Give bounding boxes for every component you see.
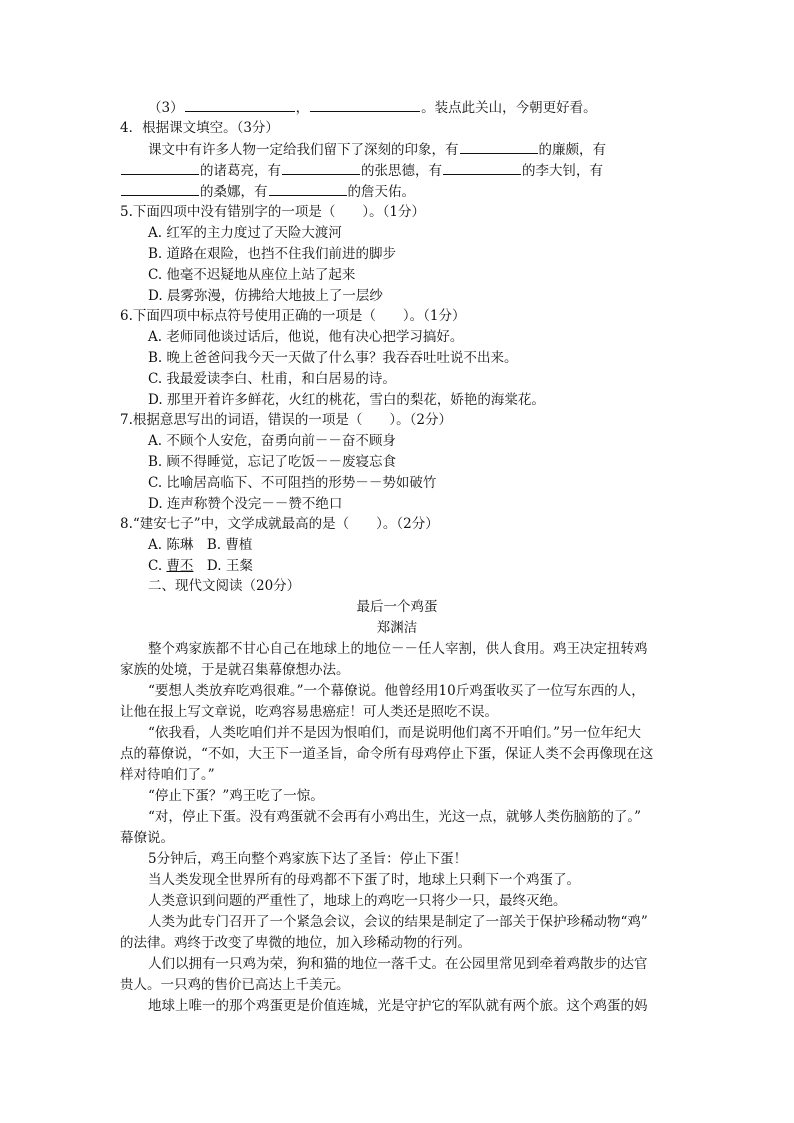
question-5-title: 5.下面四项中没有错别字的一项是（ ）。（1分） xyxy=(120,204,425,220)
question-8-title: 8.“建安七子”中，文学成就最高的是（ ）。（2分） xyxy=(120,516,439,532)
section-heading: 二、现代文阅读（20分） xyxy=(148,578,301,594)
question-8-options-cd[interactable] xyxy=(148,556,253,577)
article-line: 点的幕僚说，“不如，大王下一道圣旨，命令所有母鸡停止下蛋，保证人类不会再像现在这 xyxy=(120,746,654,762)
article-line: 人类为此专门召开了一个紧急会议，会议的结果是制定了一部关于保护珍稀动物“鸡” xyxy=(148,914,648,930)
article-line: 家族的处境，于是就召集幕僚想办法。 xyxy=(120,662,350,678)
article-line: 5分钟后，鸡王向整个鸡家族下达了圣旨：停止下蛋！ xyxy=(148,851,468,867)
question-6-option-b[interactable]: B. 晚上爸爸问我今天一天做了什么事？我吞吞吐吐说不出来。 xyxy=(148,350,518,366)
answer-blank[interactable] xyxy=(185,97,295,112)
question-5-option-a[interactable]: A. 红军的主力度过了天险大渡河 xyxy=(148,225,342,241)
question-7-option-a[interactable]: A. 不顾个人安危，奋勇向前－－奋不顾身 xyxy=(148,433,396,449)
question-7-title: 7.根据意思写出的词语，错误的一项是（ ）。（2分） xyxy=(120,412,452,428)
answer-blank[interactable] xyxy=(310,97,420,112)
question-5-option-c[interactable]: C. 他毫不迟疑地从座位上站了起来 xyxy=(148,267,356,283)
question-6-option-d[interactable]: D. 那里开着许多鲜花，火红的桃花，雪白的梨花，娇艳的海棠花。 xyxy=(148,392,545,408)
article-line: 当人类发现全世界所有的母鸡都不下蛋了时，地球上只剩下一个鸡蛋了。 xyxy=(148,872,580,888)
article-line: 整个鸡家族都不甘心自己在地球上的地位－－任人宰割，供人食用。鸡王决定扭转鸡 xyxy=(148,641,648,657)
separator: ， xyxy=(295,100,310,116)
option-letter: C. xyxy=(148,558,167,574)
article-line: “要想人类放弃吃鸡很难。”一个幕僚说。他曾经用10斤鸡蛋收买了一位写东西的人， xyxy=(148,683,645,699)
text: 的廉颇，有 xyxy=(538,142,606,158)
option-text: D. 王粲 xyxy=(193,558,253,574)
question-4-title: 4．根据课文填空。（3分） xyxy=(120,120,279,136)
question-6-title: 6.下面四项中标点符号使用正确的一项是（ ）。（1分） xyxy=(120,308,466,324)
text: 的詹天佑。 xyxy=(347,184,415,200)
article-line: 让他在报上写文章说，吃鸡容易患癌症！可人类还是照吃不误。 xyxy=(120,704,498,720)
answer-blank[interactable] xyxy=(121,160,199,175)
question-4-line-2 xyxy=(120,160,603,182)
article-line: 人们以拥有一只鸡为荣，狗和猫的地位一落千丈。在公园里常见到牵着鸡散步的达官 xyxy=(148,956,648,972)
text: 课文中有许多人物一定给我们留下了深刻的印象，有 xyxy=(148,142,459,158)
article-title: 最后一个鸡蛋 xyxy=(356,599,438,615)
question-3-line xyxy=(148,97,597,119)
article-line: 的法律。鸡终于改变了卑微的地位，加入珍稀动物的行列。 xyxy=(120,935,471,951)
text: 的诸葛亮，有 xyxy=(200,163,281,179)
article-line: “停止下蛋？”鸡王吃了一惊。 xyxy=(148,788,324,804)
question-7-option-d[interactable]: D. 连声称赞个没完－－赞不绝口 xyxy=(148,496,343,512)
article-line: 幕僚说。 xyxy=(120,830,174,846)
question-8-options-ab[interactable]: A. 陈琳 B. 曹植 xyxy=(148,537,253,553)
question-number: （3） xyxy=(148,100,184,116)
answer-blank[interactable] xyxy=(460,139,538,154)
article-author: 郑渊洁 xyxy=(376,620,418,636)
article-line: “依我看，人类吃咱们并不是因为恨咱们，而是说明他们离不开咱们。”另一位年纪大 xyxy=(148,725,642,741)
poem-line: 。装点此关山，今朝更好看。 xyxy=(421,100,597,116)
question-6-option-a[interactable]: A. 老师同他谈过话后，他说，他有决心把学习搞好。 xyxy=(148,329,464,345)
question-5-option-d[interactable]: D. 晨雾弥漫，仿拂给大地披上了一层纱 xyxy=(148,288,383,304)
answer-blank[interactable] xyxy=(269,181,347,196)
question-7-option-b[interactable]: B. 顾不得睡觉，忘记了吃饭－－废寝忘食 xyxy=(148,454,397,470)
answer-blank[interactable] xyxy=(443,160,521,175)
article-line: 地球上唯一的那个鸡蛋更是价值连城，光是守护它的军队就有两个旅。这个鸡蛋的妈 xyxy=(148,998,648,1014)
question-4-line-3 xyxy=(120,181,415,203)
answer-blank[interactable] xyxy=(282,160,360,175)
question-4-line-1 xyxy=(148,139,606,161)
question-5-option-b[interactable]: B. 道路在艰险，也挡不住我们前进的脚步 xyxy=(148,246,397,262)
answer-blank[interactable] xyxy=(121,181,199,196)
article-line: 人类意识到问题的严重性了，地球上的鸡吃一只将少一只，最终灭绝。 xyxy=(148,893,567,909)
article-line: 样对待咱们了。” xyxy=(120,767,215,783)
option-text: 曹丕 xyxy=(166,558,194,574)
article-line: “对，停止下蛋。没有鸡蛋就不会再有小鸡出生，光这一点，就够人类伤脑筋的了。” xyxy=(148,809,642,825)
text: 的张思德，有 xyxy=(361,163,442,179)
question-6-option-c[interactable]: C. 我最爱读李白、杜甫，和白居易的诗。 xyxy=(148,371,396,387)
question-7-option-c[interactable]: C. 比喻居高临下、不可阻挡的形势－－势如破竹 xyxy=(148,475,437,491)
article-line: 贵人。一只鸡的售价已高达上千美元。 xyxy=(120,977,350,993)
text: 的桑娜，有 xyxy=(200,184,268,200)
text: 的李大钊，有 xyxy=(522,163,603,179)
